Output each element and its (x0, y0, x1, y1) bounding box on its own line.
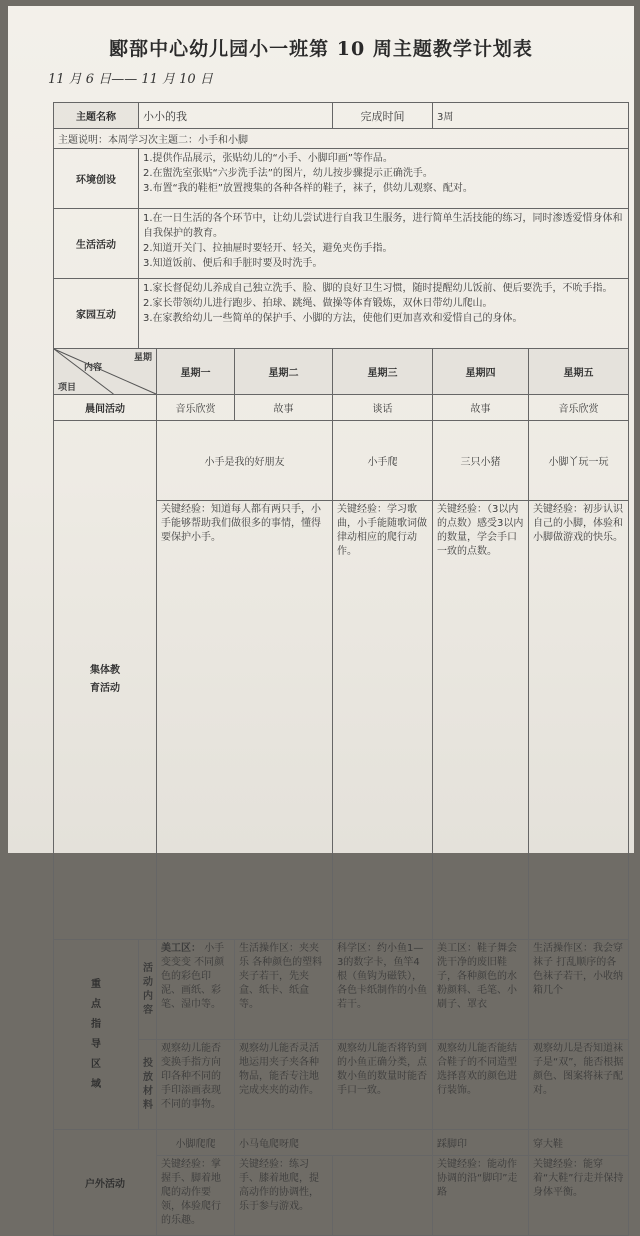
morning-item: 故事 (433, 395, 529, 421)
zone-material: 观察幼儿能否变换手指方向印各种不同的手印添画表现不同的事物。 (157, 1040, 235, 1130)
home-line: 3.在家教给幼儿一些简单的保护手、小脚的方法，使他们更加喜欢和爱惜自己的身体。 (143, 313, 523, 324)
zone-material: 观察幼儿能否能结合鞋子的不同造型选择喜欢的颜色进行装饰。 (433, 1040, 529, 1130)
outdoor-key: 关键经验：能动作协调的沿“脚印”走路 (433, 1156, 529, 1236)
diag-label-content: 内容 (84, 363, 103, 373)
theme-name-label: 主题名称 (54, 103, 139, 129)
life-label: 生活活动 (54, 209, 139, 279)
environment-line: 2.在盥洗室张贴“六步洗手法”的图片，幼儿按步骤提示正确洗手。 (143, 168, 433, 179)
collective-title: 小手是我的好朋友 (157, 421, 333, 501)
page-title: 郾郚中心幼儿园小一班第 10 周主题教学计划表 (109, 38, 533, 60)
life-content (139, 209, 629, 279)
life-line: 3.知道饭前、便后和手脏时要及时洗手。 (143, 258, 323, 269)
outdoor-title: 穿大鞋 (529, 1130, 629, 1156)
outdoor-title: 小马龟爬呀爬 (235, 1130, 433, 1156)
environment-line: 1.提供作品展示，张贴幼儿的“小手、小脚印画”等作品。 (143, 153, 393, 164)
collective-key: 关键经验：知道每人都有两只手，小手能够帮助我们做很多的事情，懂得要保护小手。 (157, 501, 333, 940)
outdoor-title-row (54, 1130, 629, 1156)
zone-material: 观察幼儿能否灵活地运用夹子夹各种物品，能否专注地完成夹夹的动作。 (235, 1040, 333, 1130)
collective-title: 小脚丫玩一玩 (529, 421, 629, 501)
life-line: 1.在一日生活的各个环节中，让幼儿尝试进行自我卫生服务，进行简单生活技能的练习，同时渗透爱惜身体和自我保护的教育。 (143, 213, 623, 239)
home-line: 1.家长督促幼儿养成自己独立洗手、脸、脚的良好卫生习惯，随时提醒幼儿饭前、便后要洗手，不吮手指。 (143, 283, 613, 294)
day-tuesday: 星期二 (235, 349, 333, 395)
outdoor-key: 关键经验：练习手、膝着地爬，提高动作的协调性，乐于参与游戏。 (235, 1156, 333, 1236)
day-friday: 星期五 (529, 349, 629, 395)
zone-content: 生活操作区：夹夹乐 各种颜色的塑料夹子若干，先夹盒、纸卡、纸盒等。 (235, 940, 333, 1040)
day-header-row (54, 349, 629, 395)
morning-label: 晨间活动 (54, 395, 157, 421)
zone-art-content (157, 940, 235, 1040)
plan-table (53, 102, 629, 1236)
outdoor-key: 关键经验：掌握手、脚着地爬的动作要领，体验爬行的乐趣。 (157, 1156, 235, 1236)
collective-label: 集体教育活动 (54, 421, 157, 940)
collective-title: 小手爬 (333, 421, 433, 501)
paper-sheet (8, 6, 634, 1226)
zone-content-row (54, 940, 629, 1040)
morning-item: 音乐欣赏 (157, 395, 235, 421)
collective-key: 关键经验：学习歌曲，小手能随歌词做律动相应的爬行动作。 (333, 501, 433, 940)
outdoor-key: 关键经验：能穿着“大鞋”行走并保持身体平衡。 (529, 1156, 629, 1236)
zone-art-text: 小手变变变 不同颜色的彩色印泥、画纸、彩笔、湿巾等。 (161, 943, 225, 1010)
zone-content: 生活操作区：我会穿袜子 打乱顺序的各色袜子若干，小收纳箱几个 (529, 940, 629, 1040)
morning-item: 音乐欣赏 (529, 395, 629, 421)
diag-label-week: 星期 (133, 353, 152, 363)
zone-material-row (54, 1040, 629, 1130)
theme-description: 主题说明：本周学习次主题二：小手和小脚 (54, 129, 629, 149)
diag-label-item: 项目 (58, 383, 77, 393)
zone-content: 科学区：约小鱼1—3的数字卡，鱼竿4根（鱼钩为磁铁），各色卡纸制作的小鱼若干。 (333, 940, 433, 1040)
home-content (139, 279, 629, 349)
zones-label: 重点指导区域 (54, 940, 139, 1130)
environment-label: 环境创设 (54, 149, 139, 209)
zone-material: 观察幼儿是否知道袜子是“双”，能否根据颜色、图案将袜子配对。 (529, 1040, 629, 1130)
environment-row (54, 149, 629, 209)
home-label: 家园互动 (54, 279, 139, 349)
environment-content (139, 149, 629, 209)
morning-item: 故事 (235, 395, 333, 421)
zone-content: 美工区：鞋子舞会 洗干净的废旧鞋子，各种颜色的水粉颜料、毛笔、小刷子、罩衣 (433, 940, 529, 1040)
day-thursday: 星期四 (433, 349, 529, 395)
zone-art-label: 美工区： (161, 943, 201, 954)
day-monday: 星期一 (157, 349, 235, 395)
zone-content-label: 活动内容 (139, 940, 157, 1040)
life-row (54, 209, 629, 279)
zone-material-label: 投放材料 (139, 1040, 157, 1130)
outdoor-title: 小脚爬爬 (157, 1130, 235, 1156)
theme-row (54, 103, 629, 129)
theme-name-value: 小小的我 (139, 103, 333, 129)
home-line: 2.家长带领幼儿进行跑步、拍球、跳绳、做操等体育锻炼，双休日带幼儿爬山。 (143, 298, 493, 309)
outdoor-label: 户外活动 (54, 1130, 157, 1236)
description-row (54, 129, 629, 149)
life-line: 2.知道开关门、拉抽屉时要轻开、轻关，避免夹伤手指。 (143, 243, 393, 254)
outdoor-key (333, 1156, 433, 1236)
date-range: 11 月 6 日—— 11 月 10 日 (48, 72, 213, 87)
duration-value: 3周 (433, 103, 629, 129)
morning-row (54, 395, 629, 421)
day-wednesday: 星期三 (333, 349, 433, 395)
environment-line: 3.布置“我的鞋柜”放置搜集的各种各样的鞋子，袜子，供幼儿观察、配对。 (143, 183, 473, 194)
duration-label: 完成时间 (333, 103, 433, 129)
outdoor-title: 踩脚印 (433, 1130, 529, 1156)
home-row (54, 279, 629, 349)
collective-key: 关键经验：初步认识自己的小脚，体验和小脚做游戏的快乐。 (529, 501, 629, 940)
collective-title: 三只小猪 (433, 421, 529, 501)
zone-material: 观察幼儿能否将钓到的小鱼正确分类，点数小鱼的数量时能否手口一致。 (333, 1040, 433, 1130)
collective-title-row (54, 421, 629, 501)
morning-item: 谈话 (333, 395, 433, 421)
diagonal-header (54, 349, 157, 395)
collective-key: 关键经验：（3以内的点数）感受3以内的数量，学会手口一致的点数。 (433, 501, 529, 940)
